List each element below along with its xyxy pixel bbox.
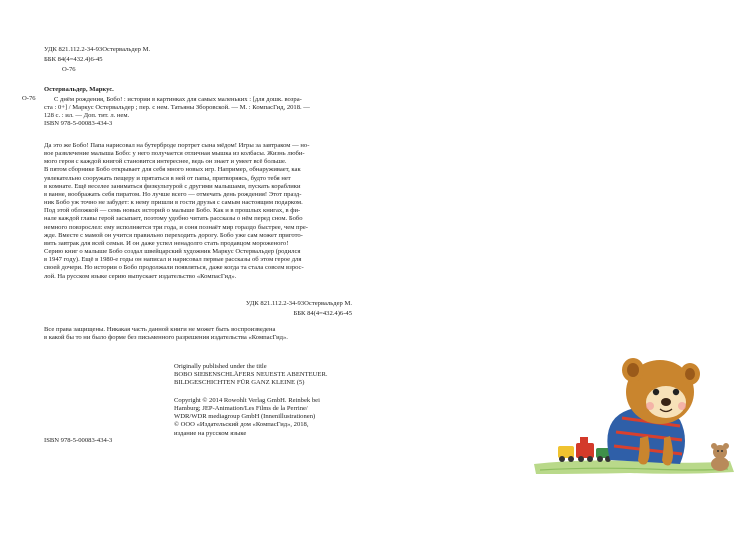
catalog-line: ста : 0+] / Маркус Остервальдер ; пер. с нем. Татьяны Зборовской. — М. : КомпасГид, 2018. — [44, 104, 310, 112]
toy-train [558, 437, 612, 462]
udk-code-bottom: УДК 821.112.2-34-93Остервальдер М. [245, 300, 352, 307]
annotation-line: немного повзрослел: ему исполняется три года, и соня познаёт мир гораздо быстрее, чем пре- [44, 223, 308, 231]
rights-line: Все права защищены. Никакая часть данной книги не может быть воспроизведена [44, 326, 276, 333]
author-sign-margin: О-76 [22, 95, 36, 102]
annotation-line: увлекательно сооружать пещеру и прятаться в ней от папы, притворяясь, будто тебя нет [44, 174, 291, 182]
annotation-line: Серию книг о малыше Бобо создал швейцарский художник Маркус Остервальдер (родился [44, 248, 301, 256]
original-line: BILDGESCHICHTEN FÜR GANZ KLEINE (5) [174, 379, 305, 387]
annotation [44, 142, 354, 281]
catalog-line: 128 с. : ил. — Доп. тит. л. нем. [44, 112, 130, 120]
original-title [174, 363, 364, 387]
bobo-dormouse [607, 358, 700, 465]
bbk-code-top: ББК 84(4=432.4)6-45 [44, 56, 103, 63]
copyright-line: Hamburg; JEP-Animation/Les Films de la Perrine/ [174, 405, 308, 413]
udk-code-top: УДК 821.112.2-34-93Остервальдер М. [44, 46, 151, 53]
annotation-line: В пятом сборнике Бобо открывает для себя много новых игр. Например, обнаруживает, как [44, 166, 301, 174]
copyright-line: © ООО «Издательский дом «КомпасГид», 2018, [174, 421, 309, 429]
annotation-line: ник Бобо уж точно не забудет: к нему пришли в гости друзья с самым настоящим подарком. [44, 199, 303, 207]
copyright-line: Copyright © 2014 Rowohlt Verlag GmbH. Reinbek bei [174, 397, 320, 404]
annotation-line: нале каждой главы герой засыпает, поэтому удобно читать рассказы о нём перед сном. Бобо [44, 215, 303, 223]
isbn-bottom: ISBN 978-5-00083-434-3 [44, 437, 113, 444]
rights-notice [44, 326, 354, 342]
annotation-line: лой. На русском языке серию выпускает издательство «КомпасГид». [44, 272, 237, 280]
catalog-line: С днём рождения, Бобо! : истории в картинках для самых маленьких : [для дошк. возра- [54, 96, 302, 103]
bbk-code-bottom: ББК 84(4=432.4)6-45 [293, 310, 352, 317]
catalog-record [44, 96, 354, 129]
author-sign-top: О-76 [62, 66, 76, 73]
annotation-line: Под этой обложкой — семь новых историй о малыше Бобо. Как и в прошлых книгах, в фи- [44, 207, 301, 215]
annotation-line: жде. Вместе с мамой он учится правильно переходить дорогу. Бобо уже сам может пригото- [44, 231, 303, 239]
annotation-line: мого героя с каждой книгой становится интереснее, ведь он знает и умеет всё больше. [44, 158, 287, 166]
catalog-line: ISBN 978-5-00083-434-3 [44, 120, 113, 128]
copyright-line: издание на русском языке [174, 429, 247, 437]
bobo-illustration [530, 340, 752, 490]
original-line: BOBO SIEBENSCHLÄFERS NEUESTE ABENTEUER. [174, 371, 328, 379]
annotation-line: в 1947 году). Ещё в 1980-е годы он написал и нарисовал первые рассказы об этом герое для [44, 256, 302, 264]
teddy-bear-toy [711, 443, 729, 471]
annotation-line: в ванне, воображать себя пиратом. Но лучше всего — отмечать день рождения! Этот празд- [44, 190, 302, 198]
annotation-line: в комнате. Ещё веселее заниматься физкультурой с другими малышами, пускать кораблики [44, 182, 301, 190]
copyright-notice [174, 397, 364, 438]
grass-strip [534, 460, 734, 474]
copyright-line: WDR/WDR mediagroup GmbH (Innenillustrationen) [174, 413, 316, 421]
original-line: Originally published under the title [174, 363, 267, 370]
author-heading: Остервальдер, Маркус. [44, 86, 114, 93]
annotation-line: своей дочери. Но истории о Бобо продолжали появляться, даже когда та стала совсем взрос- [44, 264, 304, 272]
rights-line: в какой бы то ни было форме без письменного разрешения издательства «КомпасГид». [44, 334, 288, 342]
annotation-line: вить завтрак для всей семьи. И он даже успел ненадолго стать продавцом мороженого! [44, 239, 289, 247]
annotation-line: Да это же Бобо! Папа нарисовал на бутерброде портрет сына мёдом! Игры за завтраком — но- [44, 142, 310, 149]
annotation-line: вое развлечение малыша Бобо: у него получается отличная мышка из колбасы. Жизнь люби- [44, 150, 305, 158]
